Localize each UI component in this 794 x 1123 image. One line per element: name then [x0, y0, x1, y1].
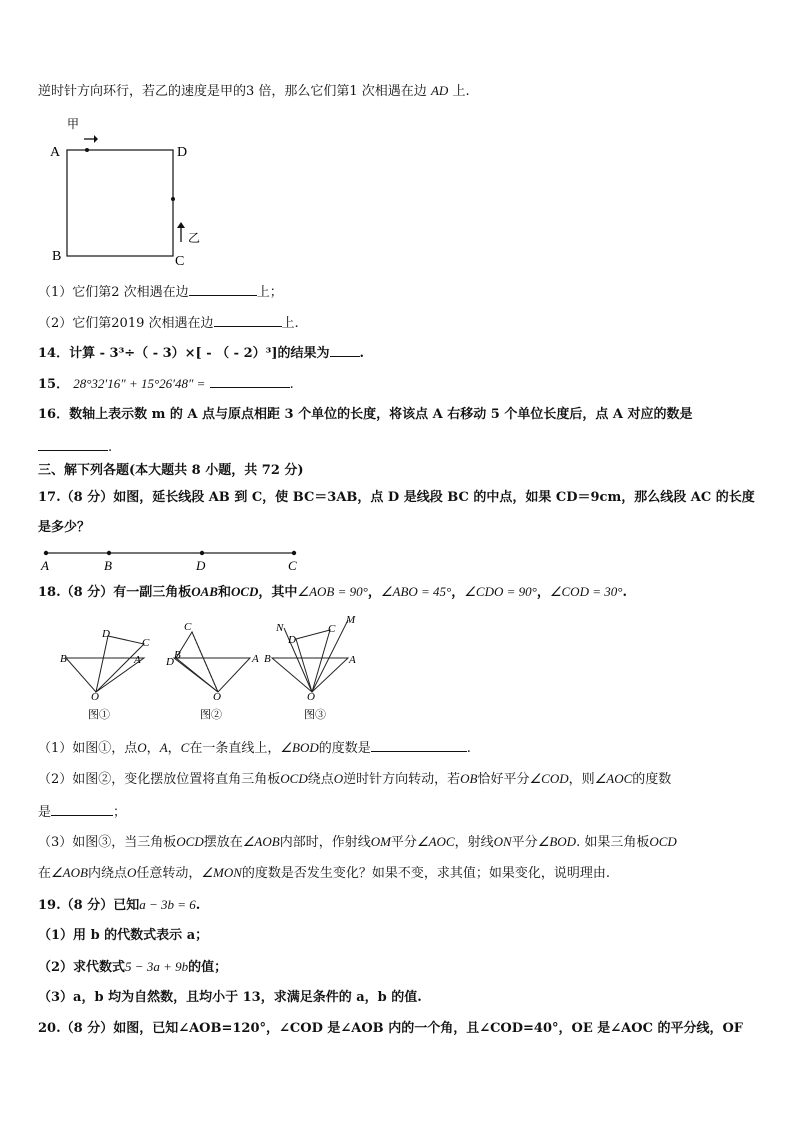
fig18-caption-2: 图② — [200, 709, 222, 721]
q18-stem: 18.（8 分）有一副三角板OAB和OCD，其中∠AOB = 90°，∠ABO = 45°，∠CDO = 90°，∠COD = 30°. — [38, 584, 627, 600]
svg-text:A: A — [134, 654, 141, 666]
answer-blank[interactable] — [38, 437, 108, 451]
section-3-heading: 三、解下列各题(本大题共 8 小题，共 72 分) — [38, 463, 304, 478]
q19-part2: （2）求代数式5 − 3a + 9b的值； — [38, 959, 228, 975]
q15: 15． 28°32′16″ + 15°26′48″ = . — [38, 376, 294, 392]
svg-text:D: D — [166, 656, 174, 668]
q17-line2: 是多少？ — [38, 520, 91, 535]
q20-stem: 20.（8 分）如图，已知∠AOB=120°，∠COD 是∠AOB 内的一个角，且∠COD=40°，OE 是∠AOC 的平分线，OF — [38, 1021, 743, 1036]
q15-expression: 28°32′16″ + 15°26′48″ = — [73, 376, 206, 391]
q19-part3: （3）a，b 均为自然数，且均小于 13，求满足条件的 a，b 的值. — [38, 990, 422, 1005]
q16: 16．数轴上表示数 m 的 A 点与原点相距 3 个单位的长度，将该点 A 右移动 5 个单位长度后，点 A 对应的数是 — [38, 407, 693, 422]
fig13-label-c: C — [175, 254, 185, 269]
q13-text: 逆时针方向环行，若乙的速度是甲的3 倍，那么它们第1 次相遇在边 — [38, 84, 427, 99]
q16-answer: . — [38, 437, 112, 457]
fig17-label-a: A — [41, 558, 49, 573]
fig13-label-jia: 甲 — [67, 117, 80, 131]
fig13-label-a: A — [50, 145, 61, 160]
svg-text:C: C — [328, 623, 336, 635]
q19-stem: 19.（8 分）已知a − 3b = 6. — [38, 897, 201, 913]
svg-text:B: B — [174, 649, 181, 661]
svg-text:C: C — [142, 637, 150, 649]
svg-text:C: C — [184, 621, 192, 633]
fig13-label-yi: 乙 — [188, 231, 201, 245]
q13-part1: （1）它们第2 次相遇在边 上； — [38, 282, 283, 302]
q13-var-ad: AD — [430, 83, 449, 98]
q17-line1: 17.（8 分）如图，延长线段 AB 到 C，使 BC＝3AB，点 D 是线段 BC 的中点，如果 CD＝9cm，那么线段 AC 的长度 — [38, 490, 755, 505]
q19-part1: （1）用 b 的代数式表示 a； — [38, 928, 209, 943]
fig17-label-b: B — [104, 558, 112, 573]
q13-part2: （2）它们第2019 次相遇在边 上. — [38, 313, 299, 333]
q14: 14．计算 - 3³÷（ - 3）×[ - （ - 2）³]的结果为 . — [38, 343, 364, 363]
svg-text:M: M — [346, 614, 356, 626]
svg-text:A: A — [252, 653, 259, 665]
q13-continued-line — [38, 82, 470, 101]
fig13-label-b: B — [52, 249, 62, 264]
svg-text:B: B — [60, 653, 67, 665]
answer-blank[interactable] — [214, 313, 282, 327]
answer-blank[interactable] — [51, 802, 113, 816]
answer-blank[interactable] — [210, 374, 290, 388]
svg-text:O: O — [91, 691, 99, 703]
svg-text:A: A — [349, 654, 356, 666]
figure-17-segment — [36, 544, 316, 574]
q13-end: 上. — [452, 84, 470, 99]
figure-13-square — [40, 112, 210, 272]
svg-text:N: N — [276, 622, 284, 634]
fig17-label-d: D — [196, 558, 206, 573]
figure-18-triangles — [50, 612, 370, 724]
q18-part3-line1: （3）如图③，当三角板OCD摆放在∠AOB内部时，作射线OM平分∠AOC，射线ON平分∠BOD. 如果三角板OCD — [38, 834, 677, 850]
q18-part2-cont: 是 ； — [38, 802, 126, 822]
answer-blank[interactable] — [371, 738, 467, 752]
answer-blank[interactable] — [189, 282, 257, 296]
svg-text:B: B — [264, 653, 271, 665]
fig18-caption-3: 图③ — [304, 709, 326, 721]
svg-text:D: D — [288, 634, 296, 646]
answer-blank[interactable] — [330, 343, 360, 357]
q18-part3-line2: 在∠AOB内绕点O任意转动，∠MON的度数是否发生变化？如果不变，求其值；如果变化，说明理由. — [38, 865, 611, 881]
fig13-label-d: D — [177, 145, 188, 160]
q18-part2: （2）如图②，变化摆放位置将直角三角板OCD绕点O逆时针方向转动，若OB恰好平分∠COD，则∠AOC的度数 — [38, 771, 672, 787]
svg-text:O: O — [213, 691, 221, 703]
fig17-label-c: C — [288, 558, 297, 573]
q18-part1: （1）如图①，点O，A，C在一条直线上，∠BOD的度数是 . — [38, 740, 471, 756]
svg-text:O: O — [307, 691, 315, 703]
fig18-caption-1: 图① — [88, 709, 110, 721]
svg-text:D: D — [102, 628, 110, 640]
